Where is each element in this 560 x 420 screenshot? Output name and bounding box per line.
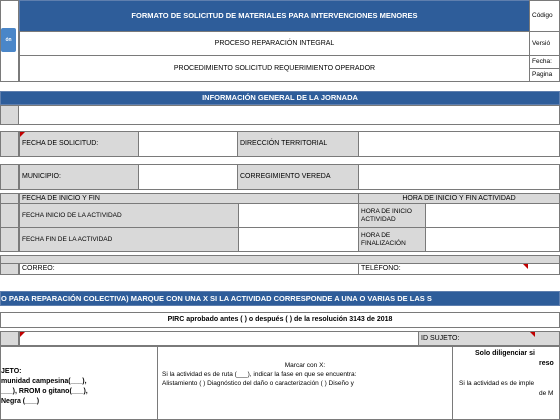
comment-marker (20, 132, 25, 137)
reso-text: reso (539, 360, 554, 367)
process-name: PROCESO REPARACIÓN INTEGRAL (19, 31, 530, 56)
municipio-value[interactable] (138, 164, 238, 190)
general-section-title: INFORMACIÓN GENERAL DE LA JORNADA (0, 91, 560, 105)
comment-marker (523, 264, 528, 269)
solo-diligenciar-title: Solo diligenciar si (475, 350, 535, 357)
alistamiento-line: Alistamiento ( ) Diagnóstico del daño o caracterización ( ) Diseño y (162, 380, 354, 387)
marcar-con-x: Marcar con X: (284, 362, 326, 369)
sujeto-line: Negra (___) (1, 398, 40, 405)
sujeto-block (0, 346, 158, 420)
pirc-line: PIRC aprobado antes ( ) o después ( ) de la resolución 3143 de 2018 (0, 312, 560, 328)
corregimiento-vereda-label: CORREGIMIENTO VEREDA (237, 164, 359, 190)
impl-line: Si la actividad es de imple (459, 380, 535, 387)
comment-marker (530, 332, 535, 337)
direccion-territorial-value[interactable] (358, 131, 560, 157)
meta-page-label: Pagina (529, 68, 560, 82)
collective-section-title: O PARA REPARACIÓN COLECTIVA) MARQUE CON UNA X SI LA ACTIVIDAD CORRESPONDE A UNA O VARIAS DE LAS S (0, 291, 560, 306)
logo-area (0, 0, 19, 82)
meta-version-label: Versió (529, 31, 560, 56)
logo-badge: ón (1, 28, 16, 52)
left-margin-col (0, 105, 19, 125)
municipio-label: MUNICIPIO: (19, 164, 139, 190)
hora-finalizacion-label: HORA DE FINALIZACIÓN (358, 227, 426, 252)
fecha-fin-actividad-value[interactable] (238, 227, 359, 252)
comment-marker (20, 332, 25, 337)
sujeto-line: ___), RROM o gitano(___), (1, 388, 88, 395)
fecha-solicitud-value[interactable] (138, 131, 238, 157)
impl-line-2: de M (539, 390, 554, 397)
row-margin (0, 263, 19, 275)
sujeto-line: JETO: (1, 368, 22, 375)
fecha-solicitud-label: FECHA DE SOLICITUD: (19, 131, 139, 157)
hora-inicio-actividad-label: HORA DE INICIO ACTIVIDAD (358, 203, 426, 228)
row-margin (0, 331, 19, 346)
row-margin (0, 227, 19, 252)
correo-label: CORREO: (19, 263, 359, 275)
sujeto-line: munidad campesina(___), (1, 378, 87, 385)
fecha-inicio-fin-header: FECHA DE INICIO Y FIN (19, 193, 359, 204)
corregimiento-vereda-value[interactable] (358, 164, 560, 190)
procedure-name: PROCEDIMIENTO SOLICITUD REQUERIMIENTO OPERADOR (19, 55, 530, 82)
meta-code-label: Código (529, 0, 560, 32)
solo-diligenciar-block (452, 346, 560, 420)
id-sujeto-blank (19, 331, 419, 346)
id-sujeto-label: ID SUJETO: (418, 331, 560, 346)
fecha-fin-actividad-label: FECHA FIN DE LA ACTIVIDAD (19, 227, 239, 252)
direccion-territorial-label: DIRECCIÓN TERRITORIAL (237, 131, 359, 157)
row-margin (0, 131, 19, 157)
fecha-inicio-actividad-value[interactable] (238, 203, 359, 228)
telefono-label: TELÉFONO: (358, 263, 560, 275)
meta-date-label: Fecha: (529, 55, 560, 69)
hora-inicio-actividad-value[interactable] (425, 203, 560, 228)
row-margin (0, 203, 19, 228)
fecha-inicio-actividad-label: FECHA INICIO DE LA ACTIVIDAD (19, 203, 239, 228)
marcar-block (157, 346, 453, 420)
hora-inicio-fin-header: HORA DE INICIO Y FIN ACTIVIDAD (358, 193, 560, 204)
row-margin (0, 164, 19, 190)
blank-row-1 (0, 105, 560, 125)
format-title: FORMATO DE SOLICITUD DE MATERIALES PARA INTERVENCIONES MENORES (19, 0, 530, 32)
hora-finalizacion-value[interactable] (425, 227, 560, 252)
ruta-line: Si la actividad es de ruta (___), indicar la fase en que se encuentra: (162, 371, 357, 378)
